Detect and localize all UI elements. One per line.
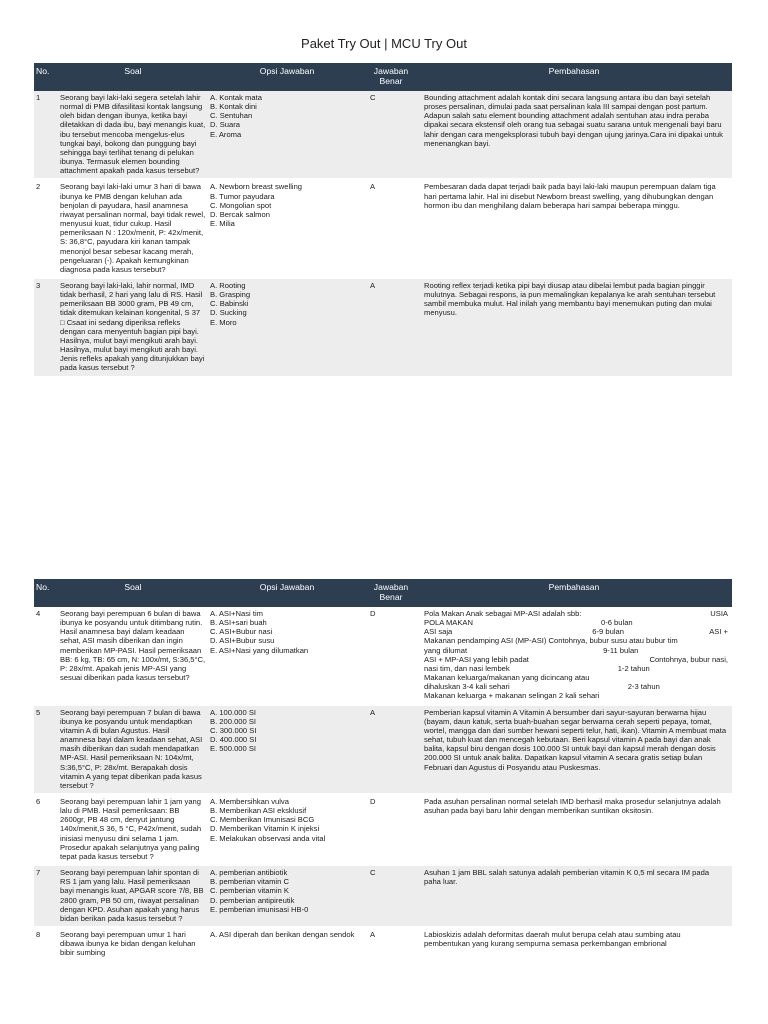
- question-row: [34, 927, 732, 960]
- question-number: 8: [34, 927, 58, 960]
- correct-answer: D: [366, 794, 416, 865]
- header-jawaban-benar: Jawaban Benar: [366, 63, 416, 91]
- correct-answer: D: [366, 607, 416, 705]
- answer-options: A. Rooting B. Grasping C. Babinski D. Sucking E. Moro: [208, 278, 366, 376]
- explanation: Pada asuhan persalinan normal setelah IMD berhasil maka prosedur selanjutnya adalah asuhan pada bayi baru lahir dengan memberikan suntikan oksitosin.: [416, 794, 732, 865]
- answer-options: A. 100.000 SI B. 200.000 SI C. 300.000 SI D. 400.000 SI E. 500.000 SI: [208, 705, 366, 794]
- explanation-line: Pola Makan Anak sebagai MP-ASI adalah sbb: USIA: [424, 609, 728, 618]
- explanation: Pemberian kapsul vitamin A Vitamin A bersumber dari sayur-sayuran berwarna hijau (bayam, daun katuk, serta buah-buahan segar berwarna cerah seperti pepaya, tomat, wortel, mangga dan dari sumber hewani seperti telur, hati, ikan). Vitamin A membuat mata sehat, tubuh kuat dan mencegah kebutaan. Beri kapsul vitamin A pada bayi dan anak balita, kapsul biru dengan dosis 100.000 SI untuk bayi dan kapsul merah dengan dosis 200.000 SI untuk anak balita. Dapatkan kapsul vitamin A secara gratis setiap bulan Februari dan Agustus di Posyandu atau Puskesmas.: [416, 705, 732, 794]
- header-no: No.: [34, 579, 58, 607]
- explanation: Bounding attachment adalah kontak dini secara langsung antara ibu dan bayi setelah proses persalinan, dimulai pada saat persalinan kala III sampai dengan post partum. Adapun salah satu element bounding attachment adalah sentuhan atau indra peraba dipakai secara ekstensif oleh orang tua sebagai suatu sarana untuk mengenali bayi baru lahir dengan cara mengeksplorasi tubuh bayi dengan ujung jarinya.Cara ini dipakai untuk menenangkan bayi.: [416, 91, 732, 179]
- question-text: Seorang bayi perempuan umur 1 hari dibawa ibunya ke bidan dengan keluhan bibir sumbing: [58, 927, 208, 960]
- explanation-line: Makanan pendamping ASI (MP-ASI) Contohnya, bubur susu atau bubur tim: [424, 636, 678, 646]
- explanation-line: Makanan keluarga + makanan selingan 2 kali sehari: [424, 691, 600, 701]
- correct-answer: A: [366, 927, 416, 960]
- header-soal: Soal: [58, 579, 208, 607]
- explanation: Pembesaran dada dapat terjadi baik pada bayi laki-laki maupun perempuan dalam tiga hari pertama lahir. Hal ini disebut Newborn breast swelling, yang dihubungkan dengan hormon ibu dan menghilang dalam beberapa hari sampai beberapa minggu.: [416, 179, 732, 278]
- question-text: Seorang bayi laki-laki, lahir normal, IMD tidak berhasil, 2 hari yang lalu di RS. Hasil pemeriksaan BB 3000 gram, PB 49 cm, tidak ditemukan kelainan kongenital, S 37 □ Csaat ini sedang diperiksa refleks dengan cara menyentuh bagian pipi bayi. Hasilnya, mulut bayi mengikuti arah bayi. Hasilnya, mulut bayi mengikuti arah bayi. Jenis refleks apakah yang ditunjukkan bayi pada kasus tersebut ?: [58, 278, 208, 376]
- question-row: [34, 278, 732, 376]
- explanation-line: dihaluskan 3-4 kali sehari 2-3 tahun: [424, 682, 660, 692]
- question-table-1: [34, 63, 732, 376]
- question-text: Seorang bayi perempuan lahir 1 jam yang lalu di PMB. Hasil pemeriksaan: BB 2600gr, PB 48 cm, denyut jantung 140x/menit,S 36, 5 °C, P42x/menit, sudah inisiasi menyusu dini selama 1 jam. Prosedur apakah selanjutnya yang paling tepat pada kasus tersebut ?: [58, 794, 208, 865]
- explanation: Rooting reflex terjadi ketika pipi bayi diusap atau dibelai lembut pada bagian pinggir mulutnya. Sebagai respons, ia pun memalingkan kepalanya ke arah sentuhan tersebut sambil membuka mulut. Hal inilah yang membantu bayi menemukan puting dan mulai menyusu.: [416, 278, 732, 376]
- question-number: 5: [34, 705, 58, 794]
- question-table-2: [34, 579, 732, 960]
- explanation-line: yang dilumat 9-11 bulan: [424, 645, 639, 655]
- header-jawaban-benar: Jawaban Benar: [366, 579, 416, 607]
- answer-options: A. pemberian antibiotik B. pemberian vitamin C C. pemberian vitamin K D. pemberian antipireutik E. pemberian imunisasi HB-0: [208, 865, 366, 927]
- header-no: No.: [34, 63, 58, 91]
- correct-answer: C: [366, 91, 416, 179]
- explanation-line: ASI + MP-ASI yang lebih padat Contohnya, bubur nasi,: [424, 654, 728, 664]
- question-text: Seorang bayi perempuan 6 bulan di bawa ibunya ke posyandu untuk ditimbang rutin. Hasil anamnesa bayi dalam keadaan sehat, ASI masih diberikan dan ingin memberikan MP-PASI. Hasil pemeriksaan BB: 6 kg, TB: 65 cm, N: 100x/mt, S:36,5°C, P: 28x/mt. Apakah jenis MP-ASI yang sesuai diberikan pada kasus tersebut?: [58, 607, 208, 705]
- question-text: Seorang bayi perempuan 7 bulan di bawa ibunya ke posyandu untuk mendaptkan vitamin A di bulan Agustus. Hasil anamnesa bayi dalam keadaan sehat, ASI masih diberikan dan sudah mendapatkan MP-ASI. Hasil pemeriksaan N: 104x/mt, S:36,5°C, P: 28x/mt. Berapakah dosis vitamin A yang tepat diberikan pada kasus tersebut ?: [58, 705, 208, 794]
- explanation-line: nasi tim, dan nasi lembek 1-2 tahun: [424, 663, 650, 673]
- question-text: Seorang bayi perempuan lahir spontan di RS 1 jam yang lalu. Hasil pemeriksaan bayi menangis kuat, APGAR score 7/8, BB 2800 gram, PB 50 cm, riwayat persalinan dengan KPD. Asuhan apakah yang harus bidan berikan pada kasus tersebut ?: [58, 865, 208, 927]
- explanation-line: POLA MAKAN 0-6 bulan: [424, 618, 633, 628]
- question-row: [34, 607, 732, 705]
- explanation-line: ASI saja 6-9 bulan ASI +: [424, 627, 728, 637]
- answer-options: A. ASI+Nasi tim B. ASI+sari buah C. ASI+Bubur nasi D. ASI+Bubur susu E. ASI+Nasi yang dilumatkan: [208, 607, 366, 705]
- answer-options: A. Kontak mata B. Kontak dini C. Sentuhan D. Suara E. Aroma: [208, 91, 366, 179]
- header-opsi-jawaban: Opsi Jawaban: [208, 63, 366, 91]
- question-row: [34, 794, 732, 865]
- table-header-row: [34, 63, 732, 91]
- correct-answer: A: [366, 179, 416, 278]
- answer-options: A. Newborn breast swelling B. Tumor payudara C. Mongolian spot D. Bercak salmon E. Milia: [208, 179, 366, 278]
- header-pembahasan: Pembahasan: [416, 63, 732, 91]
- explanation: Labioskizis adalah deformitas daerah mulut berupa celah atau sumbing atau pembentukan yang kurang sempurna semasa perkembangan embrional: [416, 927, 732, 960]
- explanation-line: Makanan keluarga/makanan yang dicincang atau: [424, 673, 590, 683]
- correct-answer: A: [366, 705, 416, 794]
- answer-options: A. Membersihkan vulva B. Memberikan ASI eksklusif C. Memberikan Imunisasi BCG D. Memberikan Vitamin K injeksi E. Melakukan observasi anda vital: [208, 794, 366, 865]
- question-text: Seorang bayi laki-laki umur 3 hari di bawa ibunya ke PMB dengan keluhan ada benjolan di payudara, hasil anamnesa riwayat persalinan normal, bayi tidak rewel, menyusui kuat, tidur cukup. Hasil pemeriksaan N : 120x/menit, P: 42x/menit, S: 36,8°C, payudara kiri kanan tampak menonjol besar sebesar kacang merah, pengeluaran (-). Apakah kemungkinan diagnosa pada kasus tersebut?: [58, 179, 208, 278]
- question-row: [34, 91, 732, 179]
- question-number: 3: [34, 278, 58, 376]
- question-number: 2: [34, 179, 58, 278]
- question-number: 1: [34, 91, 58, 179]
- header-soal: Soal: [58, 63, 208, 91]
- question-number: 6: [34, 794, 58, 865]
- question-number: 7: [34, 865, 58, 927]
- header-opsi-jawaban: Opsi Jawaban: [208, 579, 366, 607]
- explanation: Asuhan 1 jam BBL salah satunya adalah pemberian vitamin K 0,5 ml secara IM pada paha luar.: [416, 865, 732, 927]
- correct-answer: C: [366, 865, 416, 927]
- correct-answer: A: [366, 278, 416, 376]
- page-title: Paket Try Out | MCU Try Out: [301, 36, 467, 51]
- question-row: [34, 705, 732, 794]
- question-row: [34, 179, 732, 278]
- question-number: 4: [34, 607, 58, 705]
- header-pembahasan: Pembahasan: [416, 579, 732, 607]
- explanation: [416, 607, 732, 705]
- question-text: Seorang bayi laki-laki segera setelah lahir normal di PMB difasilitasi kontak langsung oleh bidan dengan ibunya, ketika bayi diletakkan di dada ibu, bayi menangis kuat, ibu tersebut mencoba mengelus-elus tungkai bayi, bokong dan punggung bayi sehingga bayi terlihat tenang di pelukan ibunya. Termasuk elemen bounding attachment apakah pada kasus tersebut?: [58, 91, 208, 179]
- answer-options: A. ASI diperah dan berikan dengan sendok: [208, 927, 366, 960]
- table-header-row: [34, 579, 732, 607]
- question-row: [34, 865, 732, 927]
